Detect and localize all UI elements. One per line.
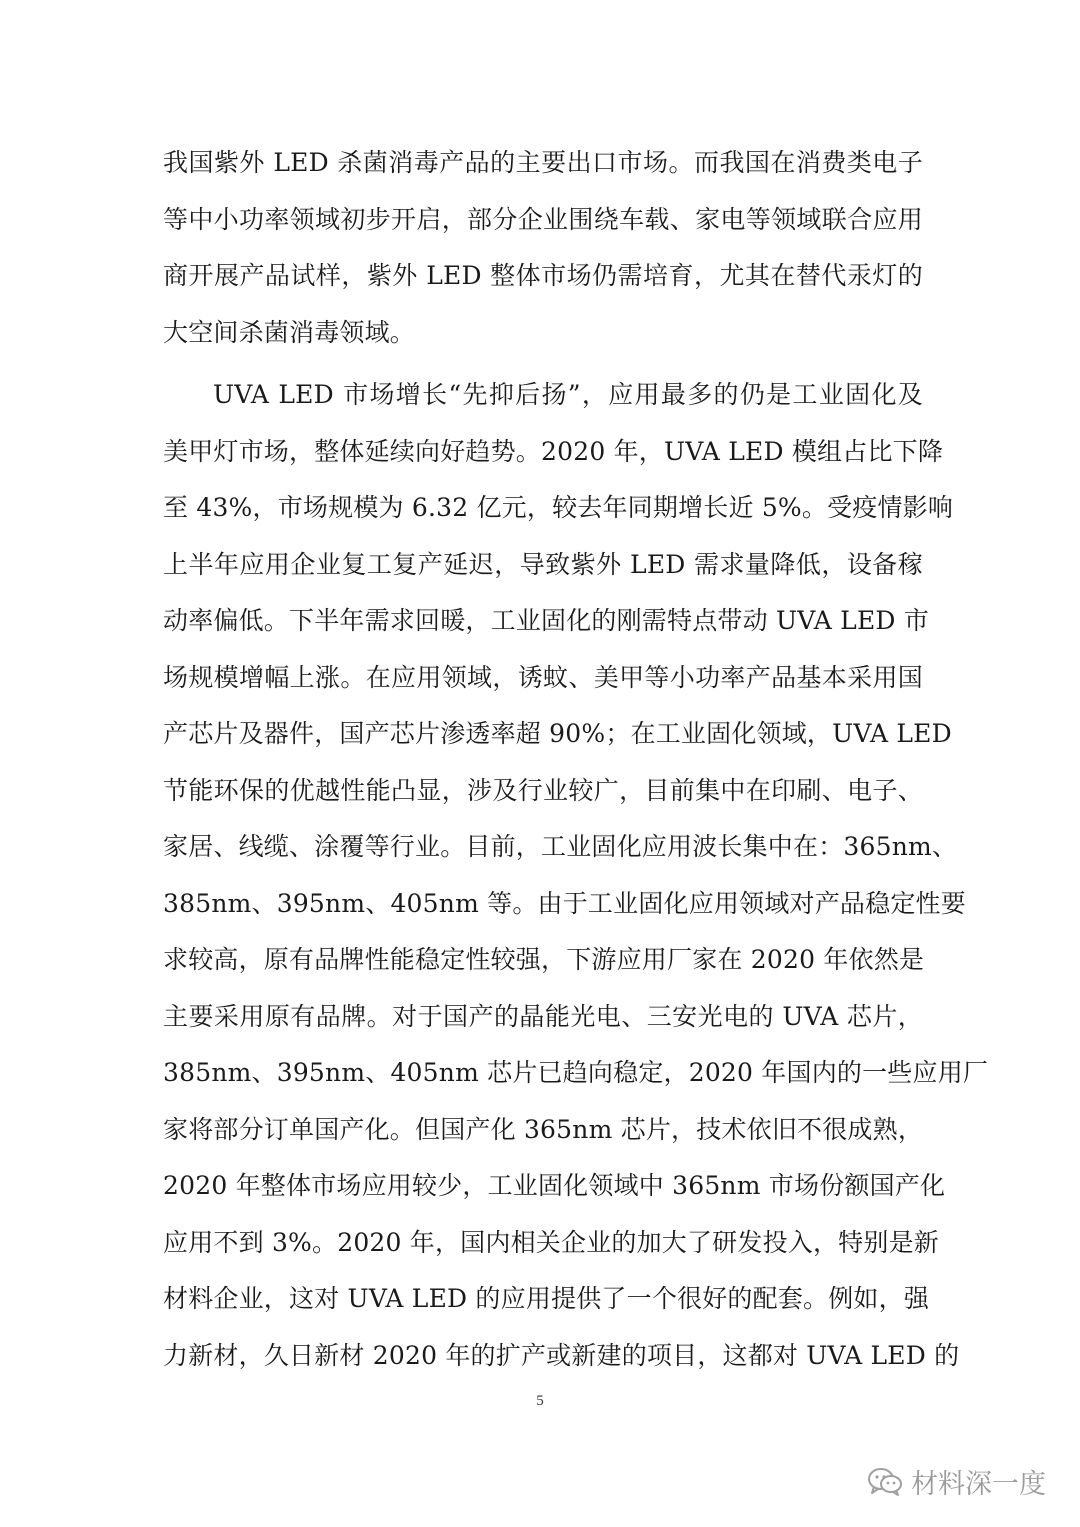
text-line: 2020 年整体市场应用较少，工业固化领域中 365nm 市场份额国产化	[163, 1171, 946, 1200]
paragraph	[163, 135, 923, 361]
watermark-text: 材料深一度	[911, 1469, 1046, 1500]
text-line: 家将部分订单国产化。但国产化 365nm 芯片，技术依旧不很成熟，	[163, 1114, 924, 1144]
wechat-icon	[867, 1467, 903, 1497]
watermark	[867, 1462, 1046, 1501]
text-line: 求较高，原有品牌性能稳定性较强，下游应用厂家在 2020 年依然是	[163, 945, 925, 974]
text-line: 家居、线缆、涂覆等行业。目前，工业固化应用波长集中在：365nm、	[163, 832, 958, 861]
body-text	[163, 135, 989, 1384]
text-line: 产芯片及器件，国产芯片渗透率超 90%；在工业固化领域，UVA LED	[163, 719, 952, 748]
text-line: 385nm、395nm、405nm 等。由于工业固化应用领域对产品稳定性要	[163, 888, 966, 918]
text-line: 美甲灯市场，整体延续向好趋势。2020 年，UVA LED 模组占比下降	[163, 436, 944, 466]
text-line: 等中小功率领域初步开启，部分企业围绕车载、家电等领域联合应用	[163, 204, 923, 234]
text-line: 主要采用原有品牌。对于国产的晶能光电、三安光电的 UVA 芯片，	[163, 1001, 923, 1031]
text-line: 大空间杀菌消毒领域。	[163, 317, 416, 347]
text-line: 力新材，久日新材 2020 年的扩产或新建的项目，这都对 UVA LED 的	[163, 1340, 960, 1370]
paragraph	[163, 367, 989, 1384]
text-line: 动率偏低。下半年需求回暖，工业固化的刚需特点带动 UVA LED 市	[163, 606, 930, 635]
text-line: 商开展产品试样，紫外 LED 整体市场仍需培育，尤其在替代汞灯的	[163, 261, 923, 290]
text-line: 节能环保的优越性能凸显，涉及行业较广，目前集中在印刷、电子、	[163, 775, 923, 805]
text-line: 至 43%，市场规模为 6.32 亿元，较去年同期增长近 5%。受疫情影响	[163, 493, 954, 522]
text-line: UVA LED 市场增长“先抑后扬”，应用最多的仍是工业固化及	[213, 380, 923, 409]
text-line: 我国紫外 LED 杀菌消毒产品的主要出口市场。而我国在消费类电子	[163, 148, 923, 177]
text-line: 场规模增幅上涨。在应用领域，诱蚊、美甲等小功率产品基本采用国	[163, 662, 923, 692]
text-line: 上半年应用企业复工复产延迟，导致紫外 LED 需求量降低，设备稼	[163, 549, 923, 579]
page-number: 5	[536, 1393, 544, 1409]
text-line: 385nm、395nm、405nm 芯片已趋向稳定，2020 年国内的一些应用厂	[163, 1058, 989, 1087]
text-line: 材料企业，这对 UVA LED 的应用提供了一个很好的配套。例如，强	[163, 1284, 930, 1313]
text-line: 应用不到 3%。2020 年，国内相关企业的加大了研发投入，特别是新	[163, 1227, 939, 1257]
